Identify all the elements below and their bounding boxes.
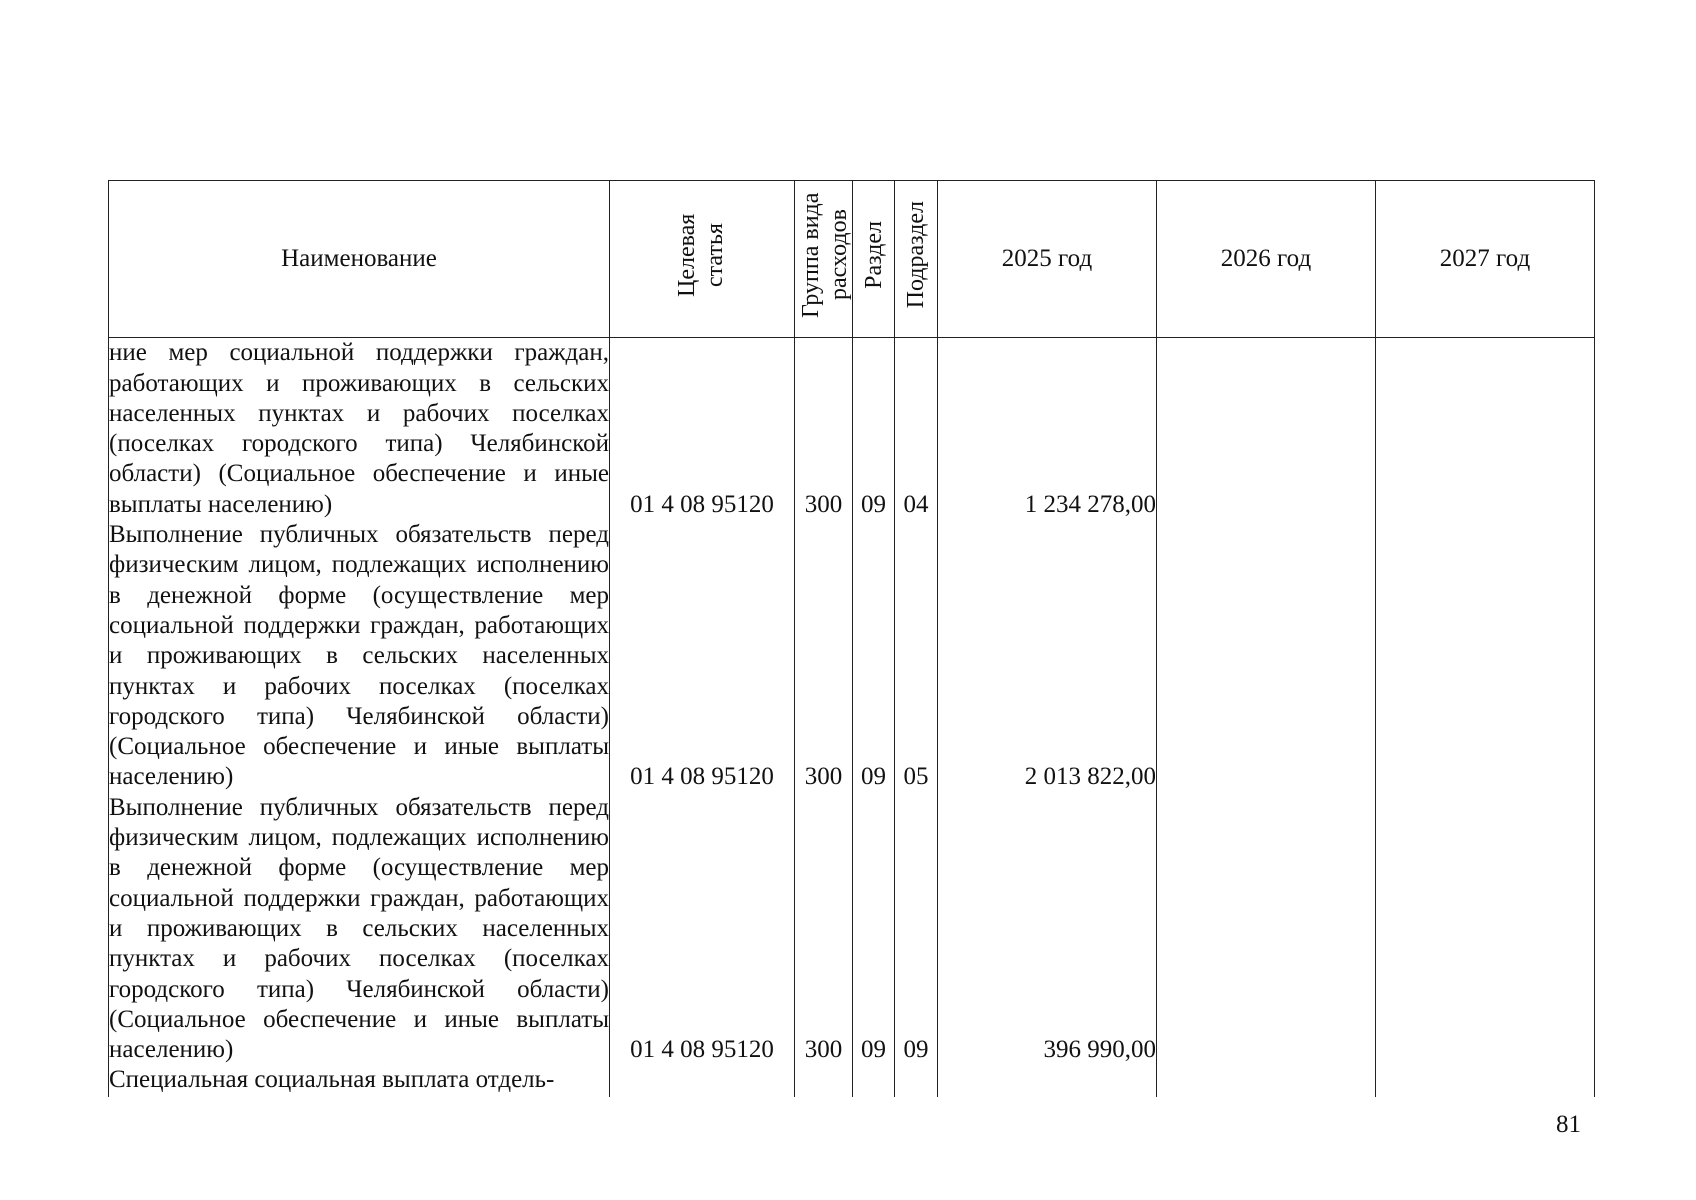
row-section: 09 bbox=[853, 520, 895, 793]
row-amount-2027 bbox=[1376, 793, 1595, 1066]
row-amount-2025: 2 013 822,00 bbox=[938, 520, 1157, 793]
table-row bbox=[109, 520, 1595, 793]
table-header-row bbox=[109, 181, 1595, 338]
row-target-article: 01 4 08 95120 bbox=[610, 793, 795, 1066]
row-section: 09 bbox=[853, 793, 895, 1066]
row-amount-2026 bbox=[1157, 1065, 1376, 1097]
row-amount-2027 bbox=[1376, 1065, 1595, 1097]
header-year-2025: 2025 год bbox=[938, 181, 1157, 338]
table-row bbox=[109, 793, 1595, 1066]
page-number: 81 bbox=[1556, 1111, 1581, 1138]
row-amount-2025 bbox=[938, 1065, 1157, 1097]
table-row bbox=[109, 1065, 1595, 1097]
row-amount-2025: 396 990,00 bbox=[938, 793, 1157, 1066]
row-section: 09 bbox=[853, 338, 895, 520]
row-name: Выполнение публичных обязательств перед физическим лицом, подлежащих исполнению в денежной форме (осуществление мер социальной поддержки граждан, работающих и проживающих в сельских населенных пунктах и рабочих поселках (поселках городского типа) Челябинской области) (Социальное обеспечение и иные выплаты населению) bbox=[109, 793, 610, 1066]
row-subsection: 04 bbox=[895, 338, 938, 520]
header-expense-group: Группа вида расходов bbox=[795, 181, 853, 338]
table-row bbox=[109, 338, 1595, 520]
row-subsection: 09 bbox=[895, 793, 938, 1066]
row-amount-2025: 1 234 278,00 bbox=[938, 338, 1157, 520]
row-name: ние мер социальной поддержки граждан, работающих и проживающих в сельских населенных пунктах и рабочих поселках (поселках городского типа) Челябинской области) (Социальное обеспечение и иные выплаты населению) bbox=[109, 338, 610, 520]
row-target-article: 01 4 08 95120 bbox=[610, 520, 795, 793]
header-subsection: Подраздел bbox=[895, 181, 938, 338]
header-name: Наименование bbox=[109, 181, 610, 338]
row-section bbox=[853, 1065, 895, 1097]
row-expense-group: 300 bbox=[795, 338, 853, 520]
row-target-article bbox=[610, 1065, 795, 1097]
header-section: Раздел bbox=[853, 181, 895, 338]
row-amount-2026 bbox=[1157, 520, 1376, 793]
row-subsection bbox=[895, 1065, 938, 1097]
header-year-2026: 2026 год bbox=[1157, 181, 1376, 338]
row-amount-2027 bbox=[1376, 338, 1595, 520]
row-amount-2026 bbox=[1157, 338, 1376, 520]
row-expense-group bbox=[795, 1065, 853, 1097]
row-expense-group: 300 bbox=[795, 793, 853, 1066]
row-amount-2027 bbox=[1376, 520, 1595, 793]
row-name: Специальная социальная выплата отдель- bbox=[109, 1065, 610, 1097]
header-year-2027: 2027 год bbox=[1376, 181, 1595, 338]
budget-table bbox=[108, 180, 1595, 1097]
header-target-article: Целевая статья bbox=[610, 181, 795, 338]
row-target-article: 01 4 08 95120 bbox=[610, 338, 795, 520]
row-name: Выполнение публичных обязательств перед физическим лицом, подлежащих исполнению в денежной форме (осуществление мер социальной поддержки граждан, работающих и проживающих в сельских населенных пунктах и рабочих поселках (поселках городского типа) Челябинской области) (Социальное обеспечение и иные выплаты населению) bbox=[109, 520, 610, 793]
row-expense-group: 300 bbox=[795, 520, 853, 793]
row-subsection: 05 bbox=[895, 520, 938, 793]
row-amount-2026 bbox=[1157, 793, 1376, 1066]
